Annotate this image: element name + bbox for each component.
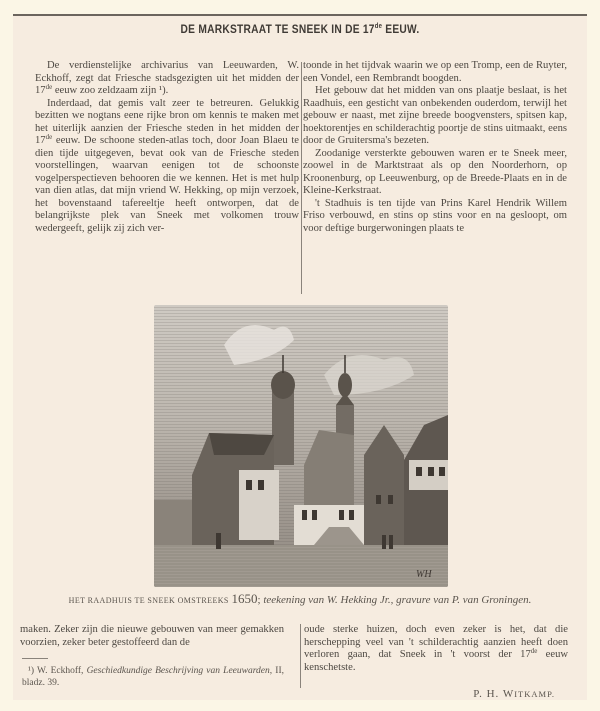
ground-hatching <box>154 545 448 587</box>
paragraph: toonde in het tijdvak waarin we op een Tromp, een de Ruyter, een Vondel, een Rembrandt boogden. <box>303 60 567 84</box>
footnote-rule <box>22 658 48 659</box>
paragraph: Het gebouw dat het midden van ons plaatje beslaat, is het Raadhuis, een gesticht van onbekenden ouderdom, terwijl het gebouw er naast, met zijne breede boogvensters, spitsen kap, hoektorentjes en schilderachtig poortje de stins uitmaakt, eens door de Gruitersma's bezeten. <box>303 85 567 146</box>
document-page <box>13 14 587 700</box>
paragraph: Inderdaad, dat gemis valt zeer te betreuren. Gelukkig bezitten we nogtans eene rijke bron om kennis te maken met het uiterlijk aanzien der Friesche steden in het midden der 17de eeuw. De schoone steden-atlas toch, door Joan Blaeu te dien tijde uitgegeven, bevat ook van de Friesche steden voorstellingen, waarvan eenigen tot de schoonste vogelperspectieven behooren die we kennen. Het is met hulp van dien atlas, dat mijn vriend W. Hekking, op mijn verzoek, het bovenstaand tafereeltje heeft ontworpen, dat de belangrijkste plek van Sneek met volkomen trouw wedergeeft, gelijk zij zich ver- <box>35 97 299 234</box>
roof-left <box>209 433 274 455</box>
paragraph: Zoodanige versterkte gebouwen waren er te Sneek meer, zoowel in de Marktstraat als op den Noorderhorn, op Kroonenburg, op Leeuwenburg, op de Breede-Plaats en in de Kleine-Kerkstraat. <box>303 147 567 196</box>
column-left-bottom <box>20 624 284 649</box>
column-left-top <box>35 60 299 235</box>
town-hall-engraving <box>154 305 448 587</box>
figure-caption: HET RAADHUIS TE SNEEK OMSTREEKS 1650; teekening van W. Hekking Jr., gravure van P. van Groningen. <box>68 591 532 606</box>
building-right-gable <box>364 425 404 545</box>
column-right-top <box>303 60 567 235</box>
cloud <box>324 355 414 395</box>
column-divider <box>300 624 301 688</box>
paragraph: oude sterke huizen, doch even zeker is het, dat die herschepping veel van 't schilderachtig aanzien heeft doen verloren gaan, dat Sneek in 't voorst der 17de eeuw kenschetste. <box>304 624 569 673</box>
page-title: DE MARKSTRAAT TE SNEEK IN DE 17de EEUW. <box>180 22 420 36</box>
column-right-bottom <box>304 624 568 674</box>
house-far-left <box>154 500 192 545</box>
artist-monogram: WH <box>416 569 432 580</box>
paragraph: maken. Zeker zijn die nieuwe gebouwen van meer gemakken voorzien, zeker beter gestoffeerd dan de <box>20 624 284 648</box>
engraving-illustration <box>154 305 448 587</box>
paragraph: De verdienstelijke archivarius van Leeuwarden, W. Eckhoff, zegt dat Friesche stadsgezigten uit het midden der 17de eeuw zoo zeldzaam zijn ¹). <box>35 60 299 96</box>
paragraph: 't Stadhuis is ten tijde van Prins Karel Hendrik Willem Friso verbouwd, en stins op stins voor en na gesloopt, om voor deftige burgerwoningen plaats te <box>303 197 567 234</box>
tower-dome <box>271 371 295 399</box>
footnote: ¹) W. Eckhoff, Geschiedkundige Beschrijving van Leeuwarden, II, bladz. 39. <box>22 666 285 688</box>
column-divider <box>301 62 302 294</box>
author-signature: P. H. WITKAMP. <box>473 688 555 700</box>
